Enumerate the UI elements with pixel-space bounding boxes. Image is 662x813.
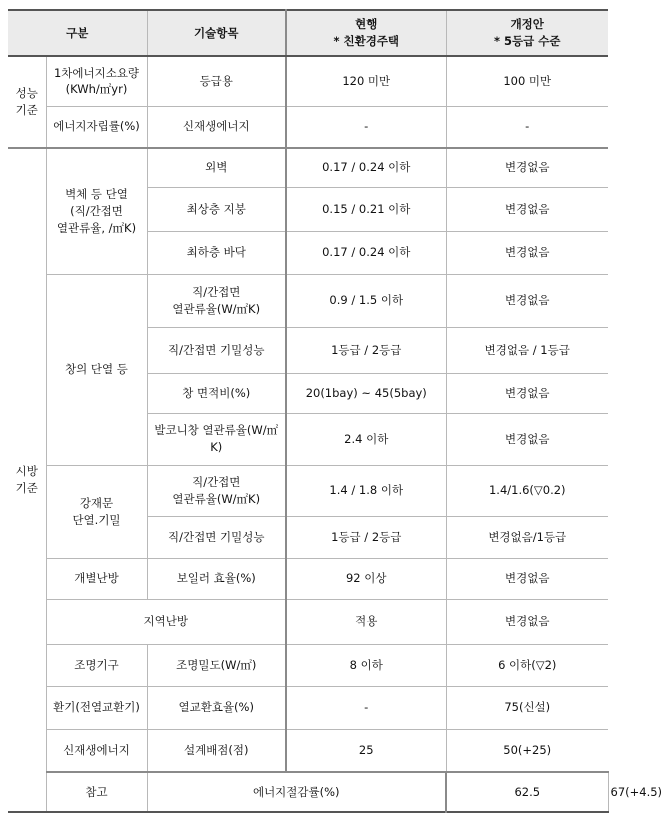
energy-requirement-item: 등급용 — [147, 56, 286, 106]
energy-saving-label: 에너지절감률(%) — [147, 772, 446, 812]
group-specification: 시방 기준 — [8, 148, 46, 812]
table-row — [8, 686, 608, 729]
header-current — [286, 10, 446, 56]
header-revised — [446, 10, 608, 56]
door-current: 1등급 / 2등급 — [286, 516, 446, 558]
heating-group-label: 개별난방 — [46, 558, 147, 599]
window-current: 0.9 / 1.5 이하 — [286, 274, 446, 327]
door-item: 직/간접면 열관류율(W/㎡K) — [147, 465, 286, 516]
lighting-current: 8 이하 — [286, 644, 446, 686]
table-row — [8, 56, 608, 106]
window-revised: 변경없음 — [446, 413, 608, 465]
header-category: 구분 — [8, 10, 147, 56]
table-row — [8, 599, 608, 644]
lighting-group-label: 조명기구 — [46, 644, 147, 686]
table-row — [8, 148, 608, 187]
window-revised: 변경없음 — [446, 274, 608, 327]
window-current: 2.4 이하 — [286, 413, 446, 465]
comparison-table-container — [8, 9, 662, 813]
header-revised-title: 개정안 — [510, 17, 544, 32]
wall-current: 0.15 / 0.21 이하 — [286, 187, 446, 231]
wall-item: 최하층 바닥 — [147, 231, 286, 274]
table-header-row — [8, 10, 608, 56]
self-sufficiency-item: 신재생에너지 — [147, 106, 286, 148]
table-row — [8, 644, 608, 686]
door-revised: 변경없음/1등급 — [446, 516, 608, 558]
lighting-revised: 6 이하(▽2) — [446, 644, 608, 686]
heating-revised: 변경없음 — [446, 558, 608, 599]
wall-revised: 변경없음 — [446, 231, 608, 274]
header-revised-sub: * 5등급 수준 — [494, 34, 561, 48]
energy-saving-current: 62.5 — [446, 772, 608, 812]
energy-requirement-label: 1차에너지소요량 (KWh/㎡yr) — [46, 56, 147, 106]
ventilation-revised: 75(신설) — [446, 686, 608, 729]
table-row: 참고 에너지절감률(%) 62.5 67(+4.5) — [8, 772, 608, 812]
door-item: 직/간접면 기밀성능 — [147, 516, 286, 558]
window-item: 직/간접면 열관류율(W/㎡K) — [147, 274, 286, 327]
renewable-group-label: 신재생에너지 — [46, 729, 147, 772]
door-group-label: 강재문 단열.기밀 — [46, 465, 147, 558]
self-sufficiency-current: - — [286, 106, 446, 148]
energy-standard-comparison-table — [8, 9, 662, 813]
district-heating-current: 적용 — [286, 599, 446, 644]
group-performance: 성능 기준 — [8, 56, 46, 148]
lighting-item: 조명밀도(W/㎡) — [147, 644, 286, 686]
wall-current: 0.17 / 0.24 이하 — [286, 148, 446, 187]
group-reference: 참고 — [46, 772, 147, 812]
energy-requirement-current: 120 미만 — [286, 56, 446, 106]
renewable-current: 25 — [286, 729, 446, 772]
window-item: 직/간접면 기밀성능 — [147, 327, 286, 373]
wall-item: 외벽 — [147, 148, 286, 187]
table-row — [8, 729, 608, 772]
window-revised: 변경없음 / 1등급 — [446, 327, 608, 373]
wall-group-label: 벽체 등 단열 (직/간접면 열관류율, /㎡K) — [46, 148, 147, 274]
table-row — [8, 558, 608, 599]
district-heating-revised: 변경없음 — [446, 599, 608, 644]
header-current-sub: * 친환경주택 — [333, 34, 400, 48]
wall-revised: 변경없음 — [446, 148, 608, 187]
self-sufficiency-label: 에너지자립률(%) — [46, 106, 147, 148]
self-sufficiency-revised: - — [446, 106, 608, 148]
renewable-item: 설계배점(점) — [147, 729, 286, 772]
heating-current: 92 이상 — [286, 558, 446, 599]
header-current-title: 현행 — [355, 17, 378, 32]
window-current: 1등급 / 2등급 — [286, 327, 446, 373]
table-row — [8, 465, 608, 516]
window-item: 발코니창 열관류율(W/㎡K) — [147, 413, 286, 465]
table-row — [8, 274, 608, 327]
wall-item: 최상층 지붕 — [147, 187, 286, 231]
renewable-revised: 50(+25) — [446, 729, 608, 772]
wall-current: 0.17 / 0.24 이하 — [286, 231, 446, 274]
window-revised: 변경없음 — [446, 373, 608, 413]
heating-item: 보일러 효율(%) — [147, 558, 286, 599]
table-row — [8, 106, 608, 148]
door-revised: 1.4/1.6(▽0.2) — [446, 465, 608, 516]
window-current: 20(1bay) ~ 45(5bay) — [286, 373, 446, 413]
wall-revised: 변경없음 — [446, 187, 608, 231]
district-heating-label: 지역난방 — [46, 599, 286, 644]
ventilation-group-label: 환기(전열교환기) — [46, 686, 147, 729]
ventilation-current: - — [286, 686, 446, 729]
energy-requirement-revised: 100 미만 — [446, 56, 608, 106]
window-item: 창 면적비(%) — [147, 373, 286, 413]
header-item: 기술항목 — [147, 10, 286, 56]
window-group-label: 창의 단열 등 — [46, 274, 147, 465]
door-current: 1.4 / 1.8 이하 — [286, 465, 446, 516]
ventilation-item: 열교환효율(%) — [147, 686, 286, 729]
